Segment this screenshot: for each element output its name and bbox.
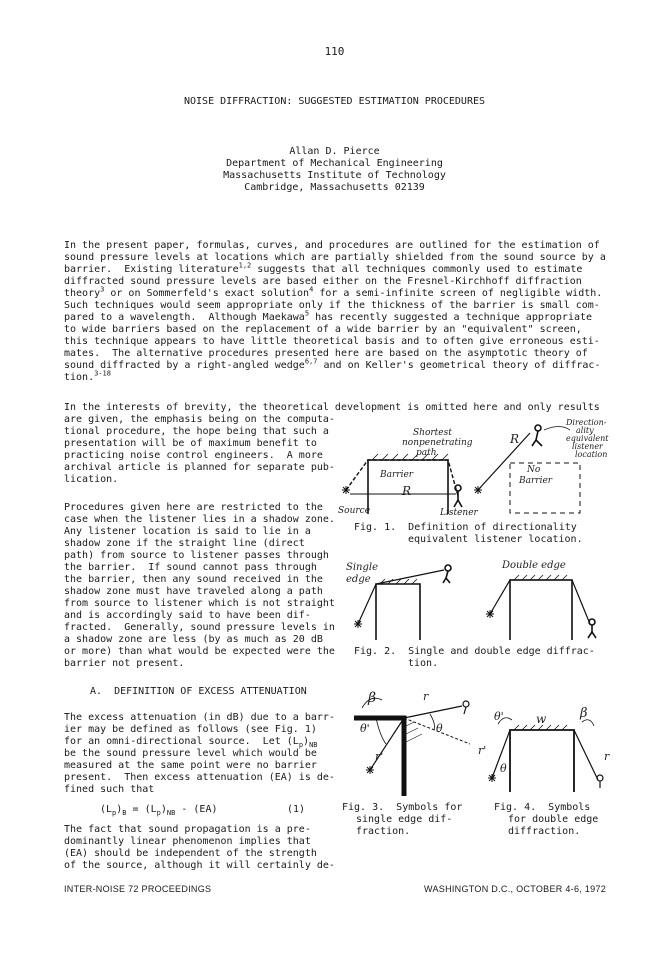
- equation-1: $(L_p)_B = (L_p)_{NB} - (EA)$: [100, 804, 218, 817]
- fig1-label: No: [527, 465, 541, 475]
- fig3-caption: Fig. 3. Symbols for: [342, 802, 463, 813]
- text-line: Such techniques would seem appropriate only if the thickness of the barrier is small com-: [64, 300, 600, 311]
- text-line: dominantly linear phenomenon implies that: [64, 836, 311, 847]
- figure-2-drawing: [340, 562, 610, 642]
- text-line: fined such that: [64, 784, 155, 795]
- fig4-label: r': [478, 744, 487, 757]
- figure-1-drawing: [330, 418, 610, 518]
- author-name: Allan D. Pierce: [289, 146, 380, 157]
- fig3-caption: fraction.: [356, 826, 411, 837]
- author-institution: Massachusetts Institute of Technology: [223, 170, 446, 181]
- text-line: The fact that sound propagation is a pre-: [64, 824, 311, 835]
- fig1-label: nonpenetrating: [402, 438, 473, 448]
- text-line: the barrier. If sound cannot pass through: [64, 562, 317, 573]
- fig1-label: ality: [576, 426, 594, 435]
- fig2-label: Single: [346, 562, 379, 573]
- text-line: a shadow zone are less (by as much as 20 dB: [64, 634, 323, 645]
- text-line: the barrier, then any sound received in the: [64, 574, 323, 585]
- fig4-label: β: [580, 706, 588, 721]
- ref-superscript: 1,2: [238, 261, 252, 270]
- text-line: In the present paper, formulas, curves, and procedures are outlined for the estimation of: [64, 240, 600, 251]
- text-line: path) from source to listener passes through: [64, 550, 329, 561]
- text-line: (EA) should be independent of the strength: [64, 848, 317, 859]
- text-line: tion.$^{3-18}$: [64, 369, 111, 383]
- fig4-label: θ': [494, 710, 504, 723]
- text-line: theory$^3$ or on Sommerfeld's exact solution$^4$ for a semi-infinite screen of negligible width.: [64, 285, 603, 299]
- text-line: practicing noise control engineers. A more: [64, 450, 323, 461]
- text-line: of the source, although it will certainly de-: [64, 860, 335, 871]
- fig4-label: r: [604, 750, 610, 763]
- text-line: tional procedure, the hope being that such a: [64, 426, 329, 437]
- fig3-label: r': [375, 750, 384, 763]
- fig1-label: path: [416, 448, 437, 458]
- fig4-caption: for double edge: [508, 814, 599, 825]
- footer-proceedings: INTER-NOISE 72 PROCEEDINGS: [64, 884, 212, 894]
- fig2-caption: Fig. 2. Single and double edge diffrac-: [354, 646, 595, 657]
- text-line: measured at the same point were no barrier: [64, 760, 317, 771]
- fig1-label: R: [402, 484, 412, 498]
- fig3-caption: single edge dif-: [356, 814, 453, 825]
- text-line: for an omni-directional source. Let $(L_p)_{NB}$: [64, 736, 318, 749]
- text-line: mates. The alternative procedures presented here are based on the asymptotic theory of: [64, 348, 588, 359]
- text-line: sound diffracted by a right-angled wedge$^{6,7}$ and on Keller's geometrical theory of diffrac-: [64, 357, 601, 371]
- fig1-label: Barrier: [380, 470, 414, 480]
- fig1-label: Source: [338, 506, 371, 516]
- text-line: from source to listener which is not straight: [64, 598, 335, 609]
- text-line: Procedures given here are restricted to the: [64, 502, 323, 513]
- figure-4-drawing: [486, 702, 614, 794]
- text-line: The excess attenuation (in dB) due to a barr-: [64, 712, 335, 723]
- text-line: ier may be defined as follows (see Fig. 1): [64, 724, 317, 735]
- text-line: presentation will be of maximum benefit to: [64, 438, 317, 449]
- fig2-caption: tion.: [408, 658, 439, 669]
- fig1-label: equivalent: [566, 434, 609, 443]
- author-dept: Department of Mechanical Engineering: [226, 158, 443, 169]
- text-line: shadow zone must have traveled along a path: [64, 586, 323, 597]
- text-line: to wide barriers based on the replacement of a wide barrier by an "equivalent" screen,: [64, 324, 582, 335]
- figure-3-drawing: [340, 686, 480, 798]
- fig1-label: Listener: [440, 508, 478, 518]
- fig2-label: edge: [346, 574, 371, 585]
- fig3-label: β: [368, 690, 377, 706]
- ref-superscript: 3: [100, 285, 105, 294]
- text-line: lication.: [64, 474, 119, 485]
- fig4-label: w: [536, 712, 547, 726]
- text-line: barrier not present.: [64, 658, 185, 669]
- equation-number: (1): [287, 804, 306, 815]
- fig1-caption: Fig. 1. Definition of directionality: [354, 522, 577, 533]
- footer-location: WASHINGTON D.C., OCTOBER 4-6, 1972: [424, 884, 607, 894]
- text-line: barrier. Existing literature$^{1,2}$ suggests that all techniques commonly used to estimate: [64, 261, 583, 275]
- fig1-label: Barrier: [519, 476, 553, 486]
- fig1-label: R: [510, 432, 520, 446]
- author-city: Cambridge, Massachusetts 02139: [244, 182, 425, 193]
- ref-superscript: 3-18: [94, 369, 111, 378]
- text-line: Any listener location is said to lie in a: [64, 526, 311, 537]
- text-line: archival article is planned for separate pub-: [64, 462, 335, 473]
- text-line: pared to a wavelength. Although Maekawa$^5$ has recently suggested a technique appropriate: [64, 309, 593, 323]
- ref-superscript: 6,7: [304, 357, 318, 366]
- paper-title: NOISE DIFFRACTION: SUGGESTED ESTIMATION PROCEDURES: [183, 96, 486, 107]
- text-line: and is accordingly said to have been dif-: [64, 610, 311, 621]
- fig3-label: r: [423, 690, 429, 703]
- text-line: present. Then excess attenuation (EA) is de-: [64, 772, 335, 783]
- fig1-label: listener: [572, 442, 603, 451]
- fig1-caption: equivalent listener location.: [408, 534, 583, 545]
- text-line: this technique appears to have little theoretical basis and to often give erroneous esti-: [64, 336, 600, 347]
- fig2-label: Double edge: [502, 560, 566, 571]
- text-line: shadow zone if the straight line (direct: [64, 538, 305, 549]
- text-line: diffracted sound pressure levels are based either on the Fresnel-Kirchhoff diffraction: [64, 276, 582, 287]
- text-line: fracted. Generally, sound pressure levels in: [64, 622, 335, 633]
- text-line: are given, the emphasis being on the computa-: [64, 414, 335, 425]
- fig4-caption: diffraction.: [508, 826, 581, 837]
- fig4-label: θ: [500, 762, 507, 775]
- ref-superscript: 4: [309, 285, 314, 294]
- fig1-label: Shortest: [413, 428, 452, 438]
- page-number: 110: [324, 45, 345, 58]
- text-line: be the sound pressure level which would be: [64, 748, 317, 759]
- fig1-label: Direction-: [566, 418, 607, 427]
- ref-superscript: 5: [304, 309, 310, 318]
- fig3-label: θ: [436, 722, 443, 735]
- text-line: or more) than what would be expected were the: [64, 646, 335, 657]
- fig3-label: θ': [360, 722, 370, 735]
- text-line: sound pressure levels at locations which are partially shielded from the sound source by a: [64, 252, 606, 263]
- text-line: case when the listener lies in a shadow zone.: [64, 514, 335, 525]
- text-line: In the interests of brevity, the theoretical development is omitted here and only results: [64, 402, 600, 413]
- fig4-caption: Fig. 4. Symbols: [494, 802, 591, 813]
- fig1-label: location: [575, 450, 608, 459]
- section-heading: A. DEFINITION OF EXCESS ATTENUATION: [90, 686, 307, 697]
